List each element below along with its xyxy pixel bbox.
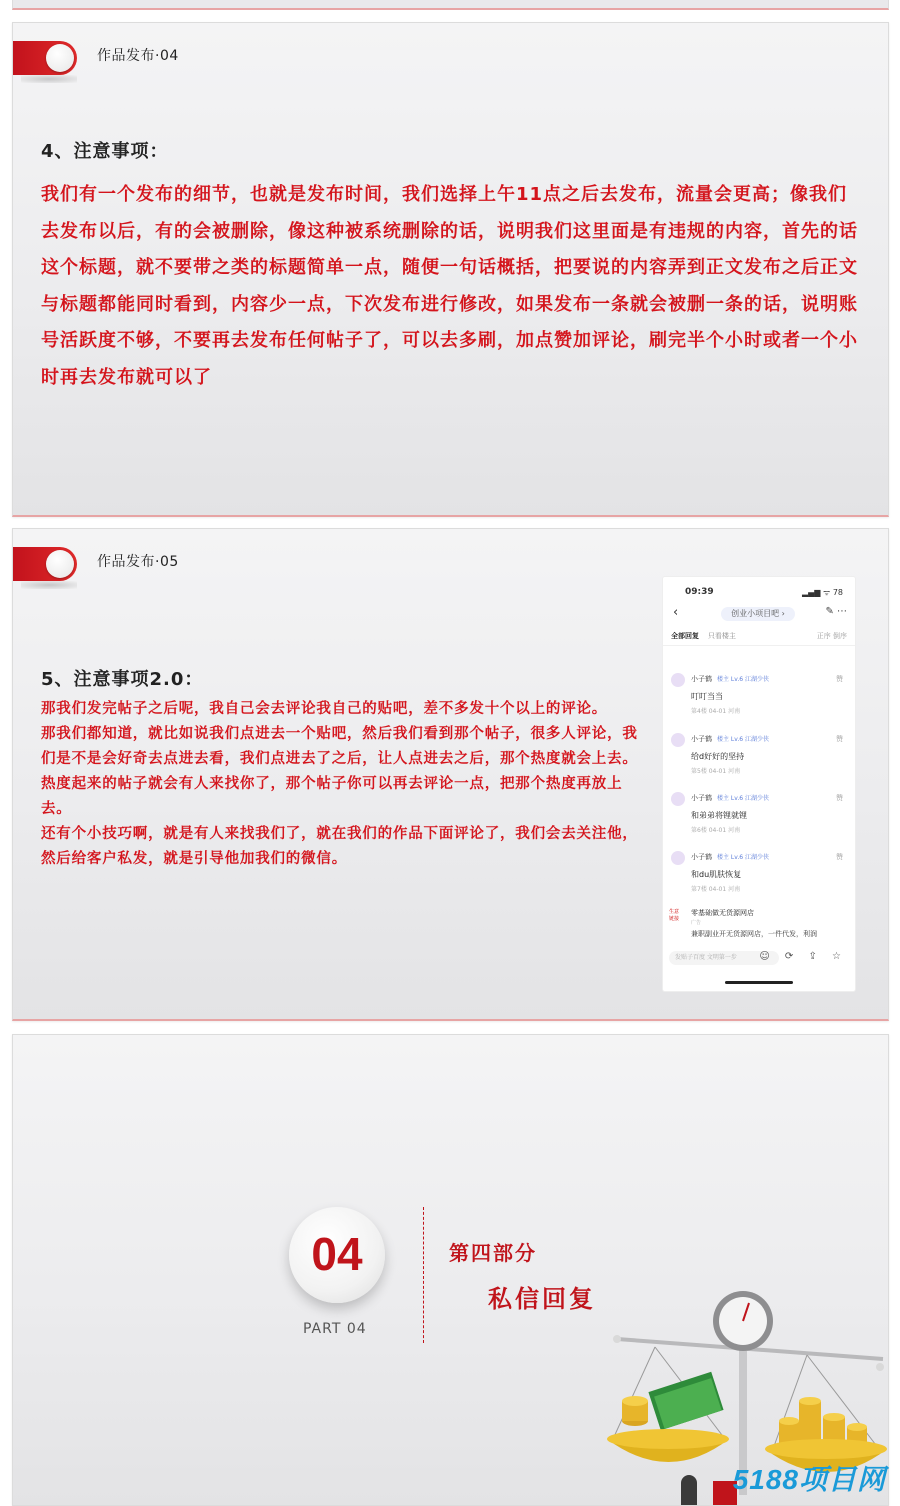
slide-heading: 4、注意事项： xyxy=(41,141,169,162)
toggle-knob xyxy=(46,44,74,72)
slide-publish-04 xyxy=(12,22,889,517)
ad-text: 兼职副业开无货源网店，一件代发，利润 xyxy=(691,930,817,938)
status-time: 09:39 xyxy=(685,587,714,597)
comment-author: 小子鹤 xyxy=(691,794,712,802)
tab-op-only: 只看楼主 xyxy=(707,632,736,640)
section-toggle-badge xyxy=(13,547,77,581)
comment-meta: 第5楼 04-01 河南 xyxy=(691,768,741,775)
section-number: 04 xyxy=(311,1228,363,1280)
site-watermark: 5188项目网 xyxy=(732,1464,886,1495)
tab-all-replies: 全部回复 xyxy=(671,632,699,640)
ad-logo: 生意链接 xyxy=(669,909,680,922)
comment-text: 给d好好的坚持 xyxy=(691,752,745,761)
reply-tabs xyxy=(671,631,847,641)
avatar xyxy=(671,673,685,687)
comment-author: 小子鹤 xyxy=(691,735,712,743)
reply-input: 发贴子百度 文明第一步 xyxy=(669,951,779,965)
slide-publish-05 xyxy=(12,528,889,1021)
comment-meta: 第4楼 04-01 河南 xyxy=(691,708,741,715)
figure-silhouette-icon xyxy=(681,1475,697,1505)
divider-line xyxy=(423,1207,424,1343)
section-subtitle: 私信回复 xyxy=(488,1285,596,1313)
forum-name-pill: 创业小项目吧 › xyxy=(721,607,795,621)
ad-card xyxy=(669,907,849,947)
comment-author: 小子鹤 xyxy=(691,853,712,861)
comment-text: 和du肌肤恢复 xyxy=(691,870,742,879)
home-indicator xyxy=(725,981,793,984)
comment-author: 小子鹤 xyxy=(691,675,712,683)
slide-heading: 5、注意事项2.0： xyxy=(41,669,204,690)
user-badges: 楼主 Lv.6 江湖少侠 xyxy=(717,795,769,802)
comment-item xyxy=(671,671,847,727)
previous-slide-edge xyxy=(12,0,889,10)
toggle-knob xyxy=(46,550,74,578)
slide-body-text: 那我们发完帖子之后呢，我自己会去评论我自己的贴吧，差不多发十个以上的评论。 那我们都知道，就比如说我们点进去一个贴吧，然后我们看到那个帖子，很多人评论，我们是不是会好奇去点进去看，我们点进去了之后，让人点进去之后，那个热度就会上去。 热度起来的帖子就会有人来找你了，那个帖子你可以再去评论一点，把那个热度再放上去。 还有个小技巧啊，就是有人来找我们了，就在我们的作品下面评论了，我们会去关注他，然后给客户私发，就是引导他加我们的微信。 xyxy=(41,701,638,867)
sort-toggle: 正序 倒序 xyxy=(816,632,847,640)
action-icons: ☺ ⟳ ⇪ ☆ xyxy=(759,951,847,962)
avatar xyxy=(671,733,685,747)
like-icon: 赞 xyxy=(836,853,843,861)
user-badges: 楼主 Lv.6 江湖少侠 xyxy=(717,736,769,743)
comment-item xyxy=(671,849,847,905)
part-label: PART 04 xyxy=(303,1321,367,1337)
like-icon: 赞 xyxy=(836,735,843,743)
slide-section-04 xyxy=(12,1034,889,1506)
comment-item xyxy=(671,790,847,846)
comment-meta: 第6楼 04-01 河南 xyxy=(691,827,741,834)
slide-tag: 作品发布·04 xyxy=(97,48,179,64)
slide-body-text: 我们有一个发布的细节，也就是发布时间，我们选择上午11点之后去发布，流量会更高；像我们去发布以后，有的会被删除，像这种被系统删除的话，说明我们这里面是有违规的内容，首先的话这个标题，就不要带之类的标题简单一点，随便一句话概括，把要说的内容弄到正文发布之后正文与标题都能同时看到，内容少一点，下次发布进行修改，如果发布一条就会被删一条的话，说明账号活跃度不够，不要再去发布任何帖子了，可以去多刷，加点赞加评论，刷完半个小时或者一个小时再去发布就可以了 xyxy=(41,184,858,388)
section-toggle-badge xyxy=(13,41,77,75)
avatar xyxy=(671,851,685,865)
user-badges: 楼主 Lv.6 江湖少侠 xyxy=(717,676,769,683)
comment-text: 和弟弟将锂就锂 xyxy=(691,811,747,820)
section-title: 第四部分 xyxy=(449,1241,537,1265)
section-number-circle xyxy=(289,1207,385,1303)
ad-label: 广告 xyxy=(691,920,702,926)
share-more-icon: ✎ ⋯ xyxy=(825,606,847,617)
like-icon: 赞 xyxy=(836,794,843,802)
like-icon: 赞 xyxy=(836,675,843,683)
phone-nav-bar xyxy=(663,605,855,623)
ad-title: 零基础做无货源网店 xyxy=(691,909,754,917)
comment-meta: 第7楼 04-01 河南 xyxy=(691,886,741,893)
phone-screenshot xyxy=(663,577,855,991)
comment-item xyxy=(671,731,847,787)
avatar xyxy=(671,792,685,806)
back-icon: ‹ xyxy=(673,605,679,620)
user-badges: 楼主 Lv.6 江湖少侠 xyxy=(717,854,769,861)
status-icons: ▂▄▆ ᯤ 78 xyxy=(801,588,843,597)
comment-text: 叮叮当当 xyxy=(691,692,723,701)
slide-tag: 作品发布·05 xyxy=(97,554,179,570)
